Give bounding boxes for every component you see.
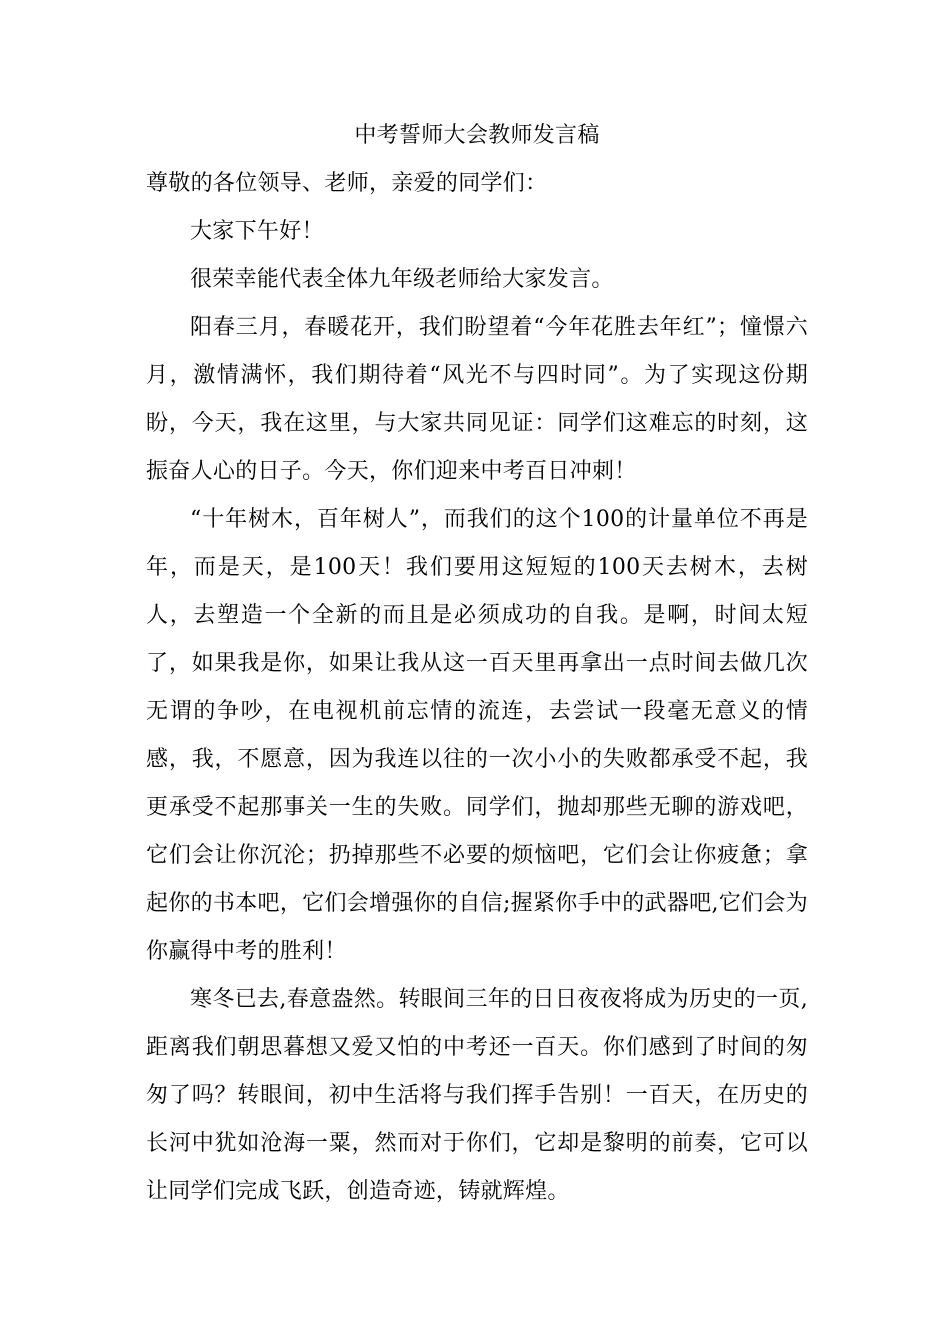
paragraph-spring: 阳春三月，春暖花开，我们盼望着“今年花胜去年红”；憧憬六月，激情满怀，我们期待着“风光不与四时同”。为了实现这份期盼，今天，我在这里，与大家共同见证：同学们这难忘的时刻，这振奋人心的日子。今天，你们迎来中考百日冲刺！ — [146, 315, 808, 484]
document-title: 中考誓师大会教师发言稿 — [354, 123, 600, 148]
paragraph-intro: 很荣幸能代表全体九年级老师给大家发言。 — [190, 267, 614, 292]
paragraph-hundred-days: “十年树木，百年树人”，而我们的这个100的计量单位不再是年，而是天，是100天！我们要用这短短的100天去树木，去树人，去塑造一个全新的而且是必须成功的自我。是啊，时间太短了，如果我是你，如果让我从这一百天里再拿出一点时间去做几次无谓的争吵，在电视机前忘情的流连，去尝试一段毫无意义的情感，我，不愿意，因为我连以往的一次小小的失败都承受不起，我更承受不起那事关一生的失败。同学们，抛却那些无聊的游戏吧，它们会让你沉沦；扔掉那些不必要的烦恼吧，它们会让你疲惫；拿起你的书本吧，它们会增强你的自信;握紧你手中的武器吧,它们会为你赢得中考的胜利！ — [146, 507, 808, 964]
salutation: 尊敬的各位领导、老师，亲爱的同学们： — [146, 171, 548, 196]
paragraph-winter-gone: 寒冬已去,春意盎然。转眼间三年的日日夜夜将成为历史的一页,距离我们朝思暮想又爱又怕的中考还一百天。你们感到了时间的匆匆了吗？转眼间，初中生活将与我们挥手告别！一百天，在历史的长河中犹如沧海一粟，然而对于你们，它却是黎明的前奏，它可以让同学们完成飞跃，创造奇迹，铸就辉煌。 — [146, 987, 808, 1204]
paragraph-greeting: 大家下午好！ — [190, 219, 324, 244]
document-body — [146, 112, 808, 1216]
